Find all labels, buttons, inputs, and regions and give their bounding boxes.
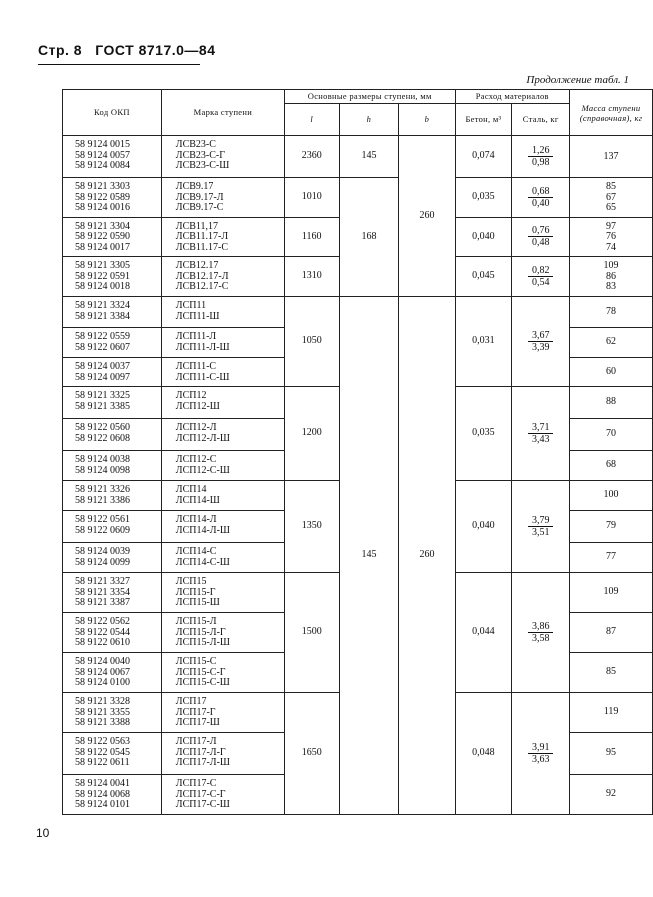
step-marks: [161, 419, 284, 451]
okp-codes-line: 58 9122 0608: [75, 432, 130, 444]
concrete-volume: 0,048: [455, 693, 512, 815]
step-marks-line: ЛСВ12.17-С: [175, 281, 229, 292]
step-marks-line: ЛСП15-Л-Ш: [175, 637, 231, 648]
steel-denominator: 3,43: [531, 433, 550, 445]
steel-denominator: 0,98: [531, 156, 550, 168]
steel-numerator: 3,67: [528, 330, 554, 342]
step-marks-line: ЛСВ12.17: [175, 260, 219, 271]
step-marks: [161, 178, 284, 218]
okp-codes: [63, 451, 162, 481]
col-steel: Сталь, кг: [512, 104, 570, 136]
col-mass: Масса ступени (справочная), кг: [570, 90, 653, 136]
step-mass: 60: [570, 358, 653, 387]
okp-codes-line: 58 9121 3388: [75, 717, 130, 728]
okp-codes-line: 58 9122 0589: [75, 191, 130, 203]
step-mass: 79: [570, 511, 653, 543]
step-marks: [161, 775, 284, 815]
step-mass: 95: [570, 733, 653, 775]
steel-numerator: 0,82: [528, 265, 554, 277]
steel-numerator: 3,91: [528, 742, 554, 754]
steel-cell: [512, 387, 570, 481]
steel-denominator: 0,54: [531, 276, 550, 288]
okp-codes: [63, 481, 162, 511]
okp-codes: [63, 328, 162, 358]
length-l: 2360: [284, 136, 339, 178]
page-number: 10: [36, 826, 50, 840]
step-marks-line: ЛСП15-С: [175, 656, 217, 667]
step-mass-line: 74: [606, 241, 617, 253]
step-marks: [161, 328, 284, 358]
steel-fraction: [528, 422, 554, 445]
concrete-volume: 0,040: [455, 217, 512, 257]
step-marks-line: ЛСП14-Л-Ш: [175, 524, 231, 536]
okp-codes: [63, 136, 162, 178]
okp-codes: [63, 573, 162, 613]
step-mass-line: 76: [606, 231, 617, 242]
step-marks-line: ЛСП17-С: [175, 778, 217, 789]
steel-fraction: [528, 621, 554, 644]
steel-numerator: 0,76: [528, 225, 554, 237]
step-marks-line: ЛСП17-Г: [175, 706, 216, 718]
step-mass: 68: [570, 451, 653, 481]
step-marks-line: ЛСП14: [175, 484, 207, 495]
steel-denominator: 3,51: [531, 526, 550, 538]
okp-codes-line: 58 9121 3304: [75, 220, 130, 232]
step-marks-line: ЛСП15-С-Г: [175, 666, 226, 678]
standard-number: ГОСТ 8717.0—84: [95, 42, 216, 58]
okp-codes-line: 58 9122 0591: [75, 270, 130, 282]
length-l: 1050: [284, 297, 339, 387]
steel-cell: [512, 257, 570, 297]
concrete-volume: 0,035: [455, 387, 512, 481]
okp-codes-line: 58 9121 3354: [75, 586, 130, 598]
step-marks-line: ЛСВ23-С-Г: [175, 149, 226, 161]
okp-codes: [63, 511, 162, 543]
okp-codes: [63, 543, 162, 573]
okp-codes-line: 58 9121 3384: [75, 310, 130, 322]
step-marks-line: ЛСП11-Л-Ш: [175, 341, 230, 353]
step-marks-line: ЛСП15-Ш: [175, 597, 220, 608]
step-marks-line: ЛСВ23-С-Ш: [175, 160, 230, 171]
page-header: [38, 42, 216, 58]
height-h-merged-bottom: [339, 257, 399, 297]
step-marks-line: ЛСП15-Г: [175, 586, 216, 598]
steel-cell: [512, 693, 570, 815]
height-h: 145: [339, 136, 399, 178]
step-marks-line: ЛСП15-С-Ш: [175, 677, 230, 688]
steps-table: [62, 89, 653, 815]
step-mass-line: 65: [606, 202, 617, 213]
step-marks-line: ЛСВ11,17: [175, 220, 219, 232]
step-mass-line: 85: [606, 181, 617, 192]
okp-codes-line: 58 9121 3355: [75, 706, 130, 718]
steel-denominator: 3,63: [531, 753, 550, 765]
okp-codes-line: 58 9124 0084: [75, 160, 130, 171]
okp-codes: [63, 613, 162, 653]
okp-codes-line: 58 9122 0610: [75, 637, 130, 648]
okp-codes-line: 58 9122 0607: [75, 341, 130, 353]
okp-codes-line: 58 9124 0037: [75, 361, 130, 372]
step-marks-line: ЛСВ9.17-С: [175, 202, 224, 213]
steel-numerator: 3,86: [528, 621, 554, 633]
step-marks-line: ЛСВ11.17-Л: [175, 231, 229, 242]
step-marks-line: ЛСП12-Ш: [175, 400, 220, 412]
step-marks-line: ЛСП17: [175, 696, 207, 707]
okp-codes: [63, 775, 162, 815]
height-h: 145: [339, 297, 399, 815]
okp-codes-line: 58 9122 0562: [75, 616, 130, 627]
step-marks: [161, 653, 284, 693]
okp-codes: [63, 733, 162, 775]
step-mass-line: 67: [606, 191, 617, 203]
step-marks: [161, 136, 284, 178]
steel-numerator: 3,71: [528, 422, 554, 434]
okp-codes-line: 58 9121 3303: [75, 181, 130, 192]
step-mass: [570, 257, 653, 297]
okp-codes: [63, 217, 162, 257]
table-row: [63, 217, 653, 257]
steel-cell: [512, 136, 570, 178]
height-h-merged-top: [339, 178, 399, 218]
step-mass: 88: [570, 387, 653, 419]
okp-codes-line: 58 9121 3325: [75, 390, 130, 401]
step-marks: [161, 217, 284, 257]
step-mass-line: 83: [606, 281, 617, 293]
step-marks-line: ЛСП15-Л: [175, 616, 217, 627]
okp-codes-line: 58 9124 0040: [75, 656, 130, 667]
concrete-volume: 0,035: [455, 178, 512, 218]
step-mass-line: 86: [606, 270, 617, 282]
length-l: 1310: [284, 257, 339, 297]
okp-codes-line: 58 9122 0544: [75, 626, 130, 638]
okp-codes-line: 58 9122 0609: [75, 524, 130, 536]
okp-codes-line: 58 9124 0100: [75, 677, 130, 688]
okp-codes-line: 58 9124 0039: [75, 546, 130, 557]
length-l: 1500: [284, 573, 339, 693]
okp-codes: [63, 297, 162, 328]
okp-codes-line: 58 9121 3385: [75, 400, 130, 412]
step-marks-line: ЛСП17-Л-Г: [175, 746, 226, 758]
step-mass: 87: [570, 613, 653, 653]
step-mass-line: 137: [603, 150, 619, 162]
okp-codes-line: 58 9124 0038: [75, 454, 130, 465]
concrete-volume: 0,074: [455, 136, 512, 178]
step-marks-line: ЛСП14-Л: [175, 514, 217, 525]
okp-codes-line: 58 9121 3386: [75, 494, 130, 506]
steel-denominator: 0,40: [531, 197, 550, 209]
step-marks: [161, 257, 284, 297]
step-marks-line: ЛСВ12.17-Л: [175, 270, 229, 282]
table-continuation-label: Продолжение табл. 1: [526, 74, 629, 86]
step-mass: 77: [570, 543, 653, 573]
step-mass: 109: [570, 573, 653, 613]
steel-denominator: 3,58: [531, 632, 550, 644]
step-mass: 92: [570, 775, 653, 815]
width-b: 260: [399, 297, 455, 815]
steel-numerator: 1,26: [528, 145, 554, 157]
steel-cell: [512, 217, 570, 257]
steel-fraction: [528, 145, 554, 168]
step-marks: [161, 543, 284, 573]
concrete-volume: 0,045: [455, 257, 512, 297]
step-mass: 70: [570, 419, 653, 451]
step-mass-line: 97: [606, 220, 617, 232]
table-body: [63, 136, 653, 815]
okp-codes-line: 58 9122 0563: [75, 736, 130, 747]
steel-denominator: 3,39: [531, 341, 550, 353]
okp-codes-line: 58 9121 3326: [75, 484, 130, 495]
step-marks: [161, 297, 284, 328]
step-marks-line: ЛСВ23-С: [175, 139, 216, 150]
step-marks: [161, 358, 284, 387]
step-marks-line: ЛСП11: [175, 300, 207, 311]
steel-fraction: [528, 330, 554, 353]
step-mass-line: 109: [603, 260, 619, 272]
okp-codes-line: 58 9122 0611: [75, 757, 130, 768]
step-marks: [161, 733, 284, 775]
steel-fraction: [528, 515, 554, 538]
col-l: l: [284, 104, 339, 136]
steel-numerator: 0,68: [528, 186, 554, 198]
step-marks-line: ЛСП11-Л: [175, 331, 217, 342]
col-materials-group: Расход материалов: [455, 90, 570, 104]
step-marks-line: ЛСП17-Л-Ш: [175, 757, 231, 768]
col-h: h: [339, 104, 399, 136]
length-l: 1350: [284, 481, 339, 573]
step-marks-line: ЛСВ11.17-С: [175, 241, 229, 253]
steel-numerator: 3,79: [528, 515, 554, 527]
steel-cell: [512, 573, 570, 693]
steel-fraction: [528, 742, 554, 765]
okp-codes-line: 58 9124 0018: [75, 281, 130, 292]
step-marks: [161, 451, 284, 481]
okp-codes-line: 58 9122 0545: [75, 746, 130, 758]
table-row: [63, 136, 653, 178]
concrete-volume: 0,044: [455, 573, 512, 693]
okp-codes-line: 58 9122 0560: [75, 422, 130, 433]
okp-codes-line: 58 9124 0067: [75, 666, 130, 678]
step-marks: [161, 693, 284, 733]
step-marks-line: ЛСП17-С-Ш: [175, 799, 230, 810]
col-mark: Марка ступени: [161, 90, 284, 136]
okp-codes-line: 58 9122 0559: [75, 331, 130, 342]
length-l: 1010: [284, 178, 339, 218]
step-marks-line: ЛСП14-Ш: [175, 494, 220, 506]
steel-cell: [512, 178, 570, 218]
step-marks-line: ЛСП15: [175, 576, 207, 587]
col-b: b: [399, 104, 455, 136]
step-marks-line: ЛСП14-С: [175, 546, 217, 557]
okp-codes-line: 58 9121 3324: [75, 300, 130, 311]
length-l: 1200: [284, 387, 339, 481]
step-marks: [161, 481, 284, 511]
step-marks-line: ЛСП12-С-Ш: [175, 464, 230, 476]
table-row: [63, 297, 653, 328]
okp-codes: [63, 178, 162, 218]
page-label: Стр. 8: [38, 42, 83, 58]
step-marks-line: ЛСП11-Ш: [175, 310, 220, 322]
step-marks-line: ЛСП12: [175, 390, 207, 401]
okp-codes-line: 58 9121 3387: [75, 597, 130, 608]
okp-codes-line: 58 9124 0041: [75, 778, 130, 789]
step-marks: [161, 613, 284, 653]
steel-cell: [512, 481, 570, 573]
steel-fraction: [528, 265, 554, 288]
okp-codes-line: 58 9124 0015: [75, 139, 130, 150]
col-code: Код ОКП: [63, 90, 162, 136]
step-marks-line: ЛСВ9.17-Л: [175, 191, 224, 203]
table-row: [63, 257, 653, 297]
length-l: 1650: [284, 693, 339, 815]
okp-codes-line: 58 9124 0057: [75, 149, 130, 161]
okp-codes: [63, 358, 162, 387]
okp-codes-line: 58 9124 0068: [75, 788, 130, 800]
col-concrete: Бетон, м³: [455, 104, 512, 136]
steel-cell: [512, 297, 570, 387]
step-marks-line: ЛСП12-Л: [175, 422, 217, 433]
step-mass: [570, 217, 653, 257]
width-b: 260: [399, 136, 455, 297]
okp-codes: [63, 653, 162, 693]
step-mass: 100: [570, 481, 653, 511]
okp-codes-line: 58 9124 0098: [75, 464, 130, 476]
concrete-volume: 0,031: [455, 297, 512, 387]
step-marks-line: ЛСП15-Л-Г: [175, 626, 226, 638]
okp-codes-line: 58 9121 3305: [75, 260, 130, 271]
steel-fraction: [528, 186, 554, 209]
header-rule: [38, 64, 200, 65]
step-marks-line: ЛСП11-С-Ш: [175, 371, 230, 383]
col-dims-group: Основные размеры ступени, мм: [284, 90, 455, 104]
step-marks-line: ЛСП17-Ш: [175, 717, 220, 728]
step-marks: [161, 573, 284, 613]
step-marks-line: ЛСП14-С-Ш: [175, 556, 230, 568]
step-mass: 119: [570, 693, 653, 733]
steel-denominator: 0,48: [531, 237, 550, 248]
okp-codes: [63, 257, 162, 297]
concrete-volume: 0,040: [455, 481, 512, 573]
height-h: 168: [339, 217, 399, 257]
okp-codes-line: 58 9124 0016: [75, 202, 130, 213]
step-marks-line: ЛСП11-С: [175, 361, 217, 372]
step-mass: 62: [570, 328, 653, 358]
okp-codes-line: 58 9124 0017: [75, 241, 130, 253]
step-mass: [570, 136, 653, 178]
step-marks-line: ЛСП17-Л: [175, 736, 217, 747]
step-marks: [161, 511, 284, 543]
table-row: [63, 178, 653, 218]
step-mass: 78: [570, 297, 653, 328]
okp-codes-line: 58 9124 0097: [75, 371, 130, 383]
step-mass: 85: [570, 653, 653, 693]
okp-codes-line: 58 9124 0099: [75, 556, 130, 568]
okp-codes-line: 58 9121 3328: [75, 696, 130, 707]
step-marks: [161, 387, 284, 419]
okp-codes: [63, 387, 162, 419]
step-mass: [570, 178, 653, 218]
step-marks-line: ЛСП12-Л-Ш: [175, 432, 231, 444]
okp-codes: [63, 419, 162, 451]
okp-codes-line: 58 9124 0101: [75, 799, 130, 810]
okp-codes-line: 58 9122 0561: [75, 514, 130, 525]
okp-codes: [63, 693, 162, 733]
step-marks-line: ЛСП17-С-Г: [175, 788, 226, 800]
steel-fraction: [528, 225, 554, 248]
step-marks-line: ЛСП12-С: [175, 454, 217, 465]
length-l: 1160: [284, 217, 339, 257]
step-marks-line: ЛСВ9.17: [175, 181, 214, 192]
okp-codes-line: 58 9121 3327: [75, 576, 130, 587]
okp-codes-line: 58 9122 0590: [75, 231, 130, 242]
